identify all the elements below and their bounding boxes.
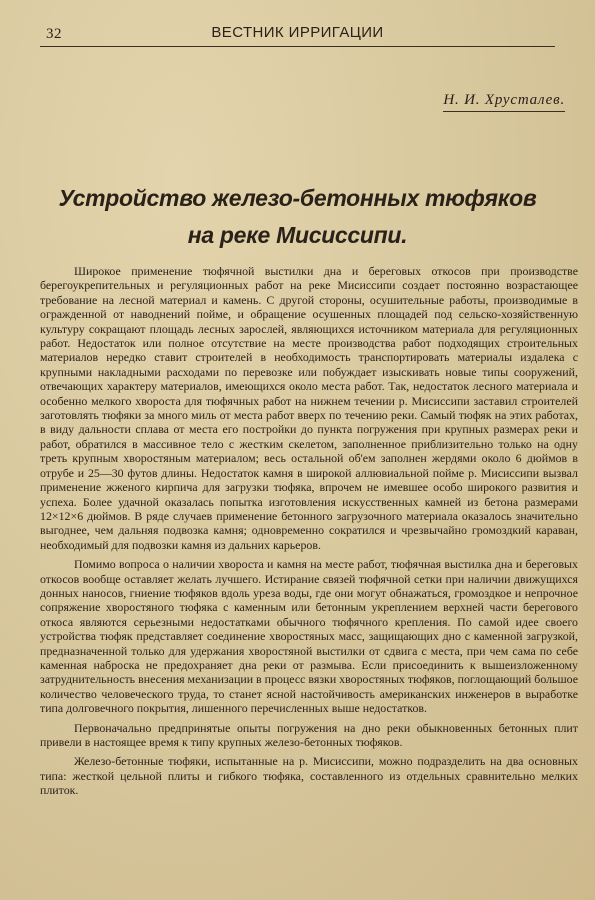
article-title-line-2: на реке Мисиссипи. [187,222,408,248]
paragraph-3: Первоначально предпринятые опыты погружения на дно реки обыкновенных бетонных плит привели в настоящее время к типу крупных железо-бетонных тюфяков. [40,720,578,749]
article-author: Н. И. Хрусталев. [443,92,565,112]
page-number: 32 [46,26,62,42]
paragraph-1: Широкое применение тюфячной выстилки дна и береговых откосов при производстве берегоукрепительных и регуляционных работ на реке Мисиссипи создает постоянно возрастающее требование на лесной материал и камень. С другой стороны, осушительные работы, производимые в огражденной от наводнений пойме, и обращение осушенных площадей под сельско-хозяйственную культуру сокращают площадь лесных зарослей, являющихся источником материала для регуляционных работ. Недостаток или полное отсутствие на месте производства работ подходящих строительных материалов нередко ставит строителей в необходимость транспортировать материалы издалека с крупными накладными расходами по перевозке или побуждает изыскивать новые типы сооружений, отвечающих характеру материалов, имеющихся около места работ. Так, недостаток лесного материала и особенно мелкого хвороста для тюфячных работ на нижнем течении р. Мисиссипи заставил строителей заготовлять тюфяки за много миль от места работ вверх по течению реки. Самый тюфяк на этих работах, в виду дальности сплава от места его постройки до пункта погружения при крупных размерах реки и работ, обратился в массивное тело с жестким скелетом, заполненное приблизительно только на одну треть крупным хворостяным материалом; весь остальной об'ем заполнен жердями около 6 дюймов в отрубе и 25—30 футов длины. Недостаток камня в широкой аллювиальной пойме р. Мисиссипи вызвал применение жженого кирпича для загрузки тюфяка, впрочем не имевшее особо широкого развития и успеха. Более удачной оказалась попытка изготовления искусственных камней из бетона размерами 12×12×6 дюймов. В ряде случаев применение бетонного загрузочного материала оказалось значительно выгоднее, чем дальняя подвозка камня; одновременно сократился и чрезвычайно громоздкий караван, необходимый для подвозки камня из дальних карьеров. [40,264,578,552]
paragraph-4: Железо-бетонные тюфяки, испытанные на р. Мисиссипи, можно подразделить на два основных типа: жесткой цельной плиты и гибкого тюфяка, составленного из отдельных сравнительно мелких плиток. [40,754,578,798]
article-title-line-1: Устройство железо-бетонных тюфяков [58,185,537,211]
journal-title: ВЕСТНИК ИРРИГАЦИИ [211,24,384,41]
article-body [40,264,578,803]
paragraph-2: Помимо вопроса о наличии хвороста и камня на месте работ, тюфячная выстилка дна и береговых откосов вообще оставляет желать лучшего. Истирание связей тюфячной сетки при наличии движущихся донных наносов, гниение тюфяков вдоль уреза воды, где они могут обнажаться, громоздкое и непрочное сопряжение хворостяного тюфяка с каменным или бетонным укреплением верхней части берегового откоса являются серьезными недостатками обычного тюфячного крепления. По самой идее своего устройства тюфяк представляет соединение хворостяных масс, защищающих дно с каменной загрузкой, предназначенной только для удержания хворостяной выстилки от сдвига с места, при чем сама по себе каменная наброска не предохраняет дна реки от размыва. Если присоединить к вышеизложенному затруднительность внесения механизации в процесс вязки хворостяных тюфяков, поглощающий большое количество человеческого труда, то станет ясной настойчивость американских инженеров в выработке типа долговечного покрытия, лишенного перечисленных выше недостатков. [40,557,578,716]
article-title [40,180,555,254]
page-header [40,20,555,47]
